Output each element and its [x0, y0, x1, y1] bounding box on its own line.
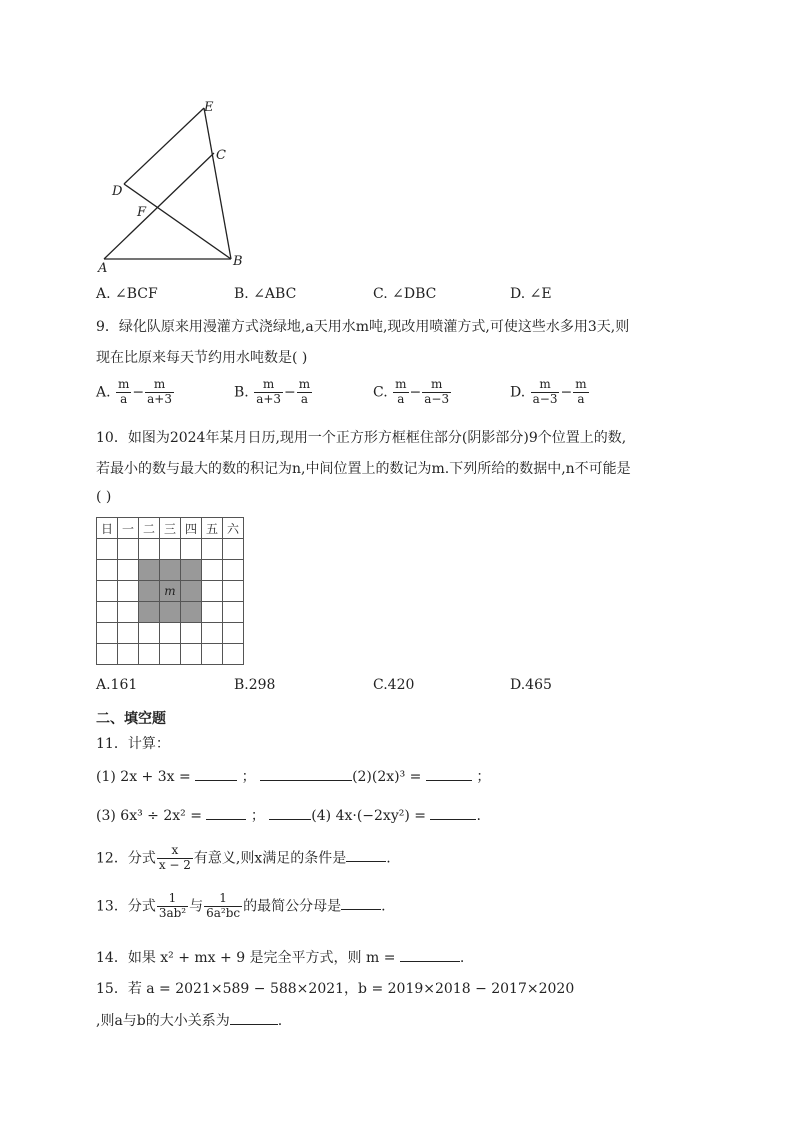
label-B: B: [233, 254, 243, 269]
calendar-header: 二: [139, 518, 160, 539]
calendar-header-row: [97, 518, 244, 539]
q11-title: 11．计算：: [96, 736, 170, 752]
q13-blank[interactable]: [341, 897, 381, 910]
calendar-row: [97, 560, 244, 581]
q15-line2: ,则a与b的大小关系为 .: [96, 1013, 283, 1029]
label-D: D: [112, 184, 123, 199]
label-A: A: [98, 261, 108, 276]
q9-line1: 9．绿化队原来用漫灌方式浇绿地,a天用水m吨,现改用喷灌方式,可使这些水多用3天,则: [96, 319, 630, 335]
q11-blank-4[interactable]: [206, 807, 246, 820]
q10-option-c[interactable]: C.420: [373, 677, 415, 693]
q11-line2: (3) 6x³ ÷ 2x² = ； (4) 4x·(−2xy²) = .: [96, 808, 481, 824]
q9-option-a[interactable]: A. $\frac{m}{a}$ − $\frac{m}{a+3}$: [96, 377, 172, 406]
segment-BE: [204, 108, 231, 259]
calendar-row: [97, 623, 244, 644]
q14-blank[interactable]: [400, 949, 460, 962]
q10-option-a[interactable]: A.161: [96, 677, 138, 693]
calendar-row: [97, 539, 244, 560]
q9-option-d[interactable]: D. $\frac{m}{a-3}$ − $\frac{m}{a}$: [510, 377, 587, 406]
section-title: 二、填空题: [96, 711, 166, 727]
q10-option-d[interactable]: D.465: [510, 677, 552, 693]
calendar-header: 日: [97, 518, 118, 539]
q9-option-b[interactable]: B. $\frac{m}{a+3}$ − $\frac{m}{a}$: [234, 377, 311, 406]
q11-blank-5[interactable]: [269, 807, 311, 820]
calendar-table: [96, 517, 244, 665]
q14: 14．如果 x² + mx + 9 是完全平方式，则 m = .: [96, 950, 465, 966]
q10-line3: ( ): [96, 489, 112, 505]
label-E: E: [204, 100, 214, 115]
calendar-header: 三: [160, 518, 181, 539]
calendar-row: [97, 602, 244, 623]
segment-ED: [124, 108, 204, 184]
q12: 12．分式 $\frac{x}{x - 2}$ 有意义,则x满足的条件是 .: [96, 843, 391, 872]
q12-blank[interactable]: [346, 849, 386, 862]
calendar-header: 五: [202, 518, 223, 539]
q11-blank-1[interactable]: [195, 768, 237, 781]
q15-line1: 15．若 a = 2021×589 − 588×2021，b = 2019×2018 − 2017×2020: [96, 981, 575, 997]
q9-line2: 现在比原来每天节约用水吨数是( ): [96, 350, 308, 366]
q10-line1: 10．如图为2024年某月日历,现用一个正方形方框框住部分(阴影部分)9个位置上的数,: [96, 430, 627, 446]
q11-blank-3[interactable]: [426, 768, 472, 781]
q8-option-b[interactable]: B. ∠ABC: [234, 286, 297, 302]
q8-option-c[interactable]: C. ∠DBC: [373, 286, 437, 302]
q15-blank[interactable]: [230, 1012, 278, 1025]
calendar-row: [97, 581, 244, 602]
q11-line1: (1) 2x + 3x = ； (2)(2x)³ = ；: [96, 769, 491, 785]
q11-blank-6[interactable]: [430, 807, 476, 820]
q10-line2: 若最小的数与最大的数的积记为n,中间位置上的数记为m.下列所给的数据中,n不可能是: [96, 461, 631, 477]
segment-DB: [124, 184, 231, 259]
calendar-header: 一: [118, 518, 139, 539]
calendar-row: [97, 644, 244, 665]
label-F: F: [137, 205, 147, 220]
segment-AC: [104, 153, 214, 259]
q8-option-d[interactable]: D. ∠E: [510, 286, 552, 302]
q10-option-b[interactable]: B.298: [234, 677, 276, 693]
calendar-center-m: m: [164, 584, 176, 598]
label-C: C: [216, 148, 226, 163]
q9-option-c[interactable]: C. $\frac{m}{a}$ − $\frac{m}{a-3}$: [373, 377, 450, 406]
calendar-header: 四: [181, 518, 202, 539]
calendar-header: 六: [223, 518, 244, 539]
q11-blank-2[interactable]: [260, 768, 352, 781]
q8-option-a[interactable]: A. ∠BCF: [96, 286, 158, 302]
q13: 13．分式 $\frac{1}{\text{3ab²}}$ 与 $\frac{1}{\text{6a²bc}}$ 的最简公分母是 .: [96, 891, 386, 920]
triangle-figure: [90, 95, 260, 280]
